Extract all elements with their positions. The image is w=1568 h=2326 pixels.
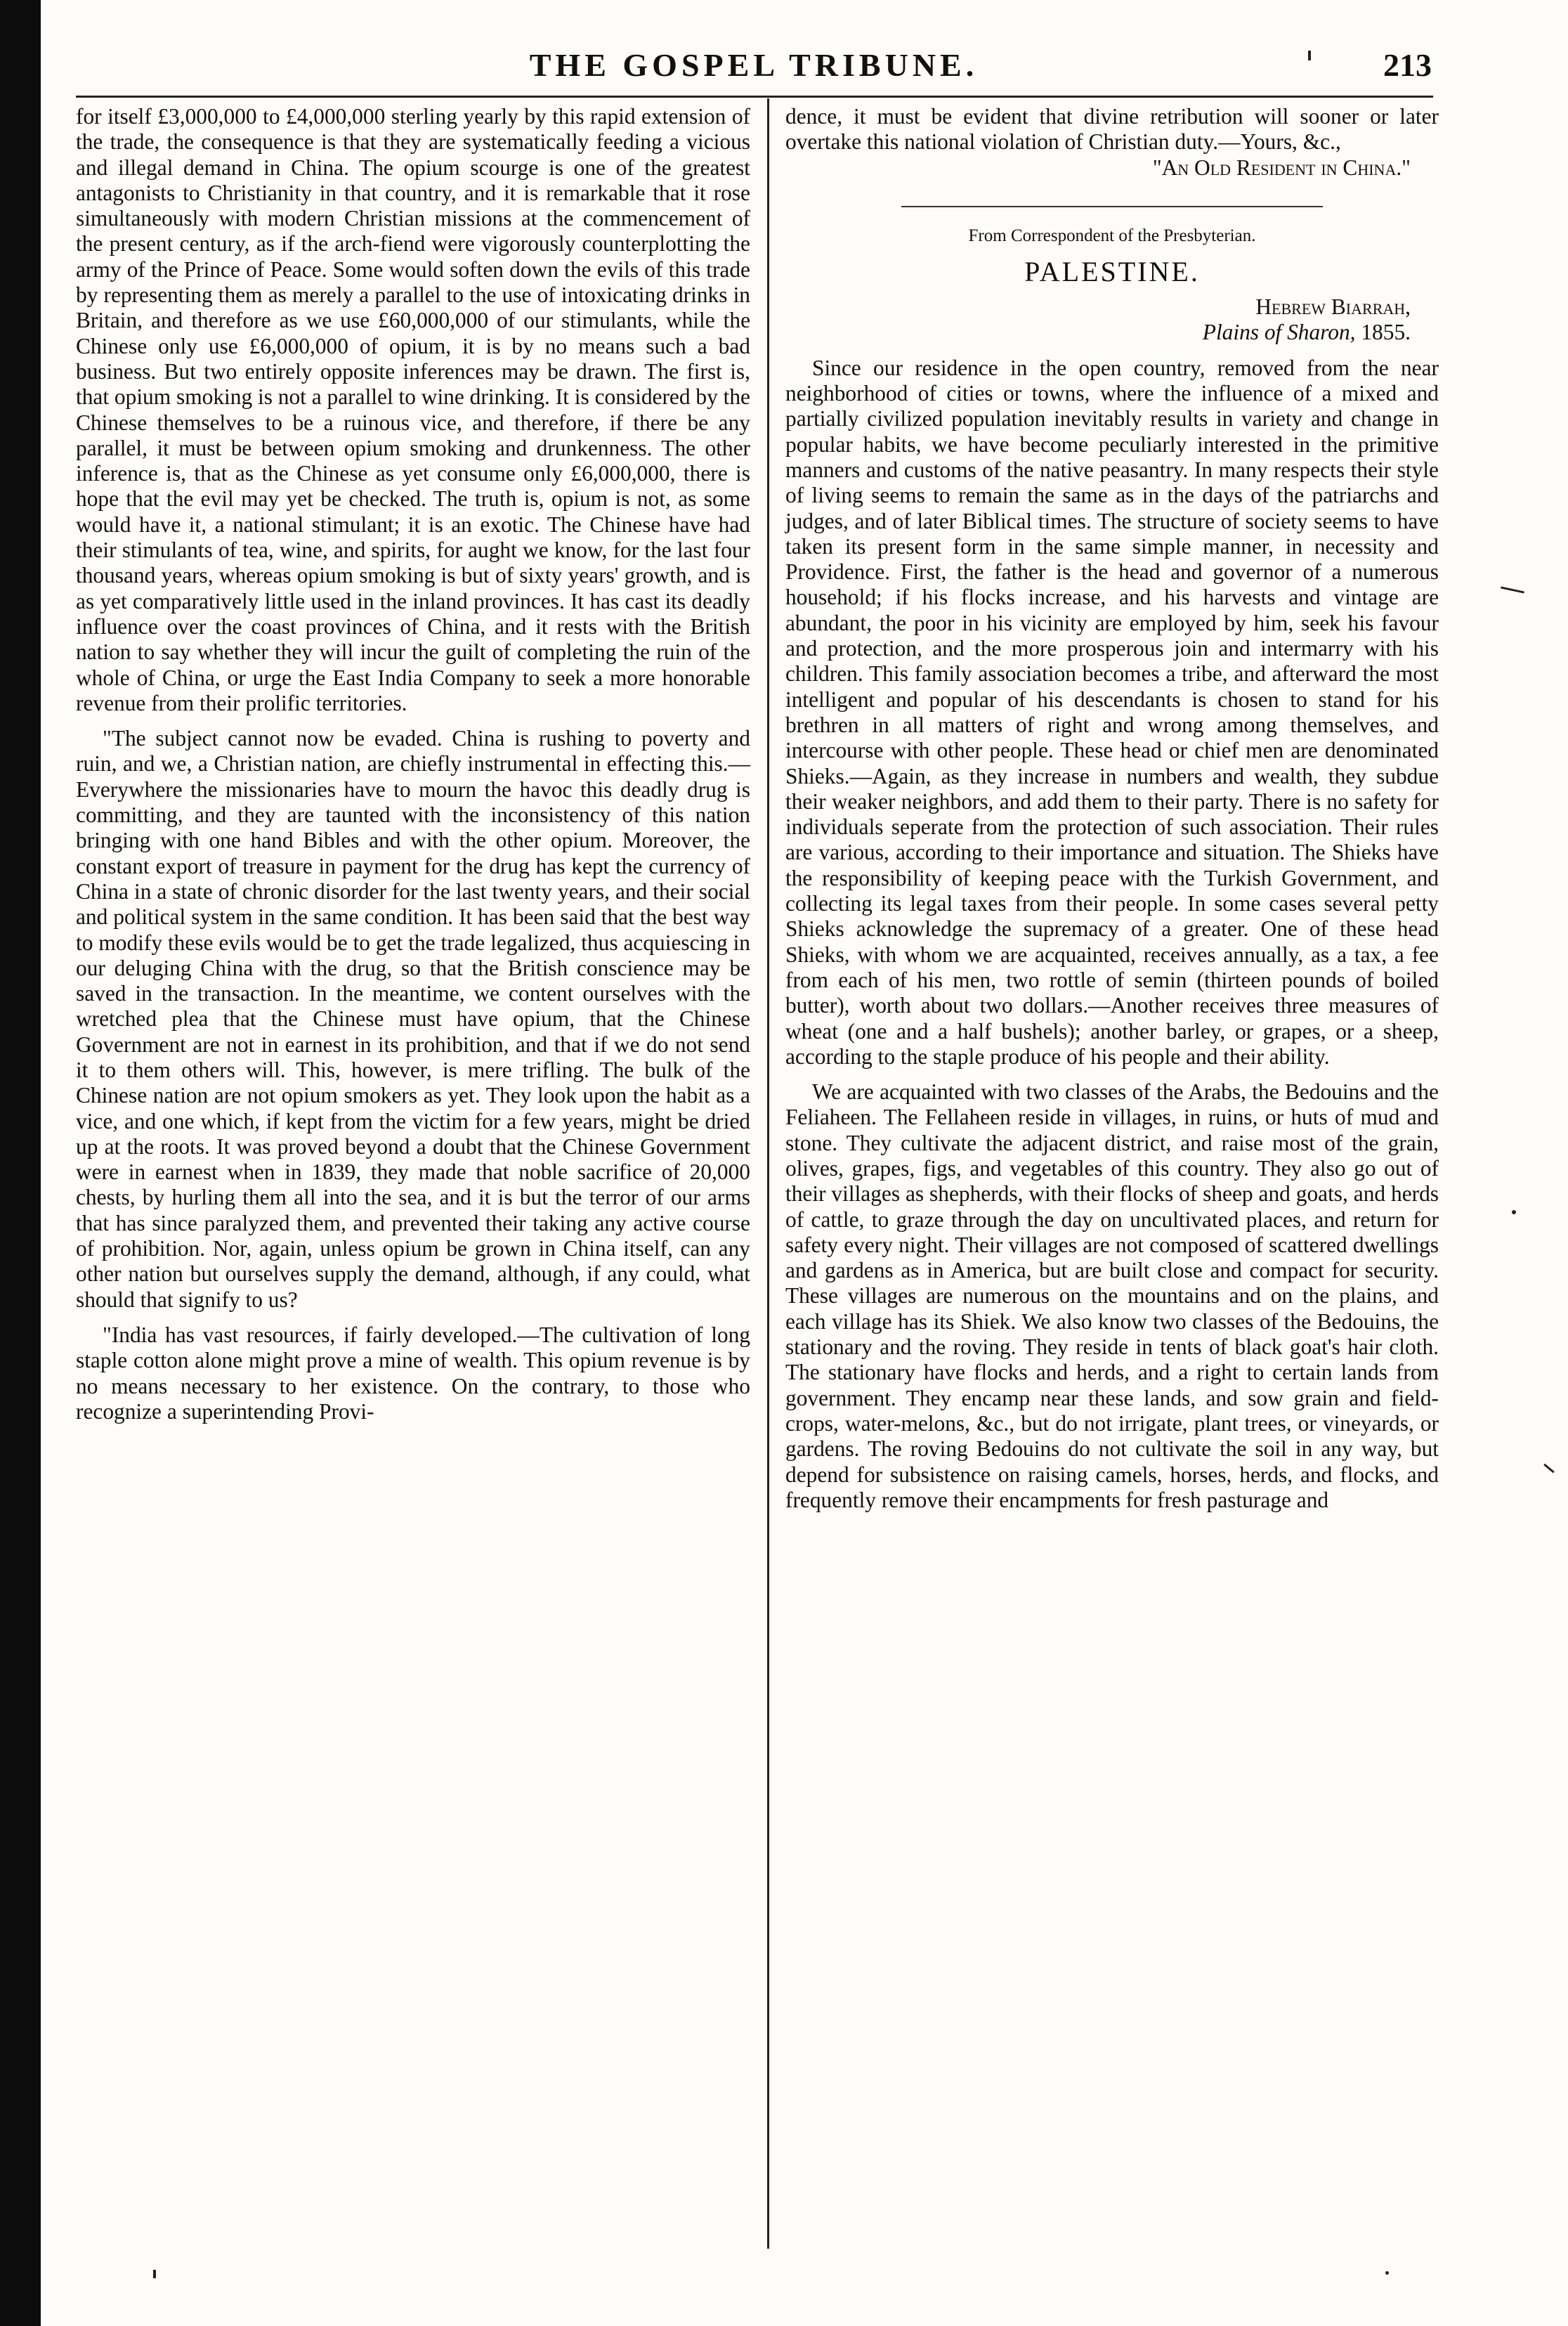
left-paragraph: "India has vast resources, if fairly developed.—The cultivation of long staple cotton alone might prove a mine of wealth. This opium revenue is by no means necessary to her existence. On the contrary, to those who recognize a superintending Provi- bbox=[76, 1322, 750, 1424]
scan-speck bbox=[11, 98, 15, 103]
left-column bbox=[76, 104, 750, 1424]
left-paragraph: for itself £3,000,000 to £4,000,000 sterling yearly by this rapid extension of the trade, the consequence is that they are systematically feeding a vicious and illegal demand in China. The opium scourge is one of the greatest antagonists to Christianity in that country, and it is remarkable that it rose simultaneously with modern Christian missions at the commencement of the present century, as if the arch-fiend were vigorously counterplotting the army of the Prince of Peace. Some would soften down the evils of this trade by representing them as merely a parallel to the use of intoxicating drinks in Britain, and therefore as we use £60,000,000 of our stimulants, while the Chinese only use £6,000,000 of opium, it is by no means such a bad business. But two entirely opposite inferences may be drawn. The first is, that opium smoking is not a parallel to wine drinking. It is considered by the Chinese themselves to be a ruinous vice, and therefore, if there be any parallel, it must be between opium smoking and drunkenness. The other inference is, that as the Chinese as yet consume only £6,000,000, there is hope that the evil may yet be checked. The truth is, opium is not, as some would have it, a national stimulant; it is an exotic. The Chinese have had their stimulants of tea, wine, and spirits, for aught we know, for the last four thousand years, whereas opium smoking is but of sixty years' growth, and is as yet comparatively little used in the inland provinces. It has cast its deadly influence over the coast provinces of China, and it rests with the British nation to say whether they will incur the guilt of completing the ruin of the whole of China, or urge the East India Company to seek a more honorable revenue from their prolific territories. bbox=[76, 104, 750, 715]
article-paragraph: We are acquainted with two classes of the Arabs, the Bedouins and the Feliaheen. The Fellaheen reside in villages, in ruins, or huts of mud and stone. They cultivate the adjacent district, and raise most of the grain, olives, grapes, figs, and vegetables of this country. They also go out of their villages as shepherds, with their flocks of sheep and goats, and herds of cattle, to graze through the day on uncultivated places, and return for safety every night. Their villages are not composed of scattered dwellings and gardens as in America, but are built close and compact for security. These villages are numerous on the mountains and on the plains, and each village has its Shiek. We also know two classes of the Bedouins, the stationary and the roving. They reside in tents of black goat's hair cloth. The stationary have flocks and herds, and a right to certain lands from government. They encamp near these lands, and sow grain and field-crops, water-melons, &c., but do not irrigate, plant trees, or vineyards, or gardens. The roving Bedouins do not cultivate the soil in any way, but depend for subsistence on raising camels, horses, herds, and flocks, and frequently remove their encampments for fresh pasturage and bbox=[785, 1079, 1439, 1512]
dateline-place: Hebrew Biarrah, bbox=[1255, 294, 1411, 320]
page-number: 213 bbox=[1383, 47, 1432, 83]
dateline-location: Plains of Sharon, bbox=[1202, 320, 1356, 345]
letter-signature: "An Old Resident in China." bbox=[1152, 155, 1411, 180]
section-rule bbox=[901, 206, 1323, 207]
article-paragraph: Since our residence in the open country, removed from the near neighborhood of cities or towns, where the influence of a mixed and partially civilized population inevitably results in variety and change in popular habits, we have become peculiarly interested in the primitive manners and customs of the native peasantry. In many respects their style of living seems to remain the same as in the days of the patriarchs and judges, and of later Biblical times. The structure of society seems to have taken its present form in the same simple manner, in necessity and Providence. First, the father is the head and governor of a numerous household; if his flocks increase, and his harvests and vintage are abundant, the poor in his vicinity are employed by him, seek his favour and protection, and the more prosperous join and intermarry with his children. This family association becomes a tribe, and afterward the most intelligent and popular of his descendants is chosen to stand for his brethren in all matters of right and wrong among themselves, and intercourse with other people. These head or chief men are denominated Shieks.—Again, as they increase in numbers and wealth, they subdue their weaker neighbors, and add them to their party. There is no safety for individuals seperate from the protection of such association. Their rules are various, according to their importance and situation. The Shieks have the responsibility of keeping peace with the Turkish Government, and collecting its legal taxes from their people. In some cases several petty Shieks acknowledge the supremacy of a greater. One of these head Shieks, with whom we are acquainted, receives annually, as a tax, a fee from each of his men, two rottle of semin (thirteen pounds of boiled butter), worth about two dollars.—Another receives three measures of wheat (one and a half bushels); another barley, or grapes, or a sheep, according to the staple produce of his people and their ability. bbox=[785, 355, 1439, 1069]
source-line: From Correspondent of the Presbyterian. bbox=[968, 226, 1256, 245]
dateline-year: 1855. bbox=[1361, 320, 1411, 345]
left-paragraph: "The subject cannot now be evaded. China is rushing to poverty and ruin, and we, a Christian nation, are chiefly instrumental in effecting this.—Everywhere the missionaries have to mourn the havoc this deadly drug is committing, and they are taunted with the inconsistency of this nation bringing with one hand Bibles and with the other opium. Moreover, the constant export of treasure in payment for the drug has kept the currency of China in a state of chronic disorder for the last twenty years, and their social and political system in the same condition. It has been said that the best way to modify these evils would be to get the trade legalized, thus acquiescing in our deluging China with the drug, so that the British conscience may be saved in the transaction. In the meantime, we content ourselves with the wretched plea that the Chinese must have opium, that the Chinese Government are not in earnest in its prohibition, and that if we do not send it to them others will. This, however, is mere trifling. The bulk of the Chinese nation are not opium smokers as yet. They look upon the habit as a vice, and one which, if kept from the victim for a few years, might be dried up at the roots. It was proved beyond a doubt that the Chinese Government were in earnest when in 1839, they made that noble sacrifice of 20,000 chests, by hurling them all into the sea, and it is but the terror of our arms that has since paralyzed them, and prevented their taking any active course of prohibition. Nor, again, unless opium be grown in China itself, can any other nation but ourselves supply the demand, although, if any could, what should that signify to us? bbox=[76, 726, 750, 1312]
article-title: PALESTINE. bbox=[1024, 255, 1200, 287]
letter-continuation: dence, it must be evident that divine retribution will sooner or later overtake this national violation of Christian duty.—Yours, &c., bbox=[785, 104, 1439, 155]
scan-border bbox=[0, 0, 41, 2326]
running-head bbox=[76, 46, 1432, 90]
column-divider bbox=[767, 98, 769, 2249]
scan-speck bbox=[1308, 51, 1311, 60]
scan-speck bbox=[153, 2270, 156, 2278]
right-column bbox=[785, 104, 1439, 1513]
dateline-date bbox=[785, 320, 1439, 345]
running-title: THE GOSPEL TRIBUNE. bbox=[529, 47, 979, 83]
scan-speck bbox=[1512, 1210, 1516, 1214]
scan-speck bbox=[1385, 2271, 1389, 2275]
header-rule bbox=[76, 96, 1433, 98]
